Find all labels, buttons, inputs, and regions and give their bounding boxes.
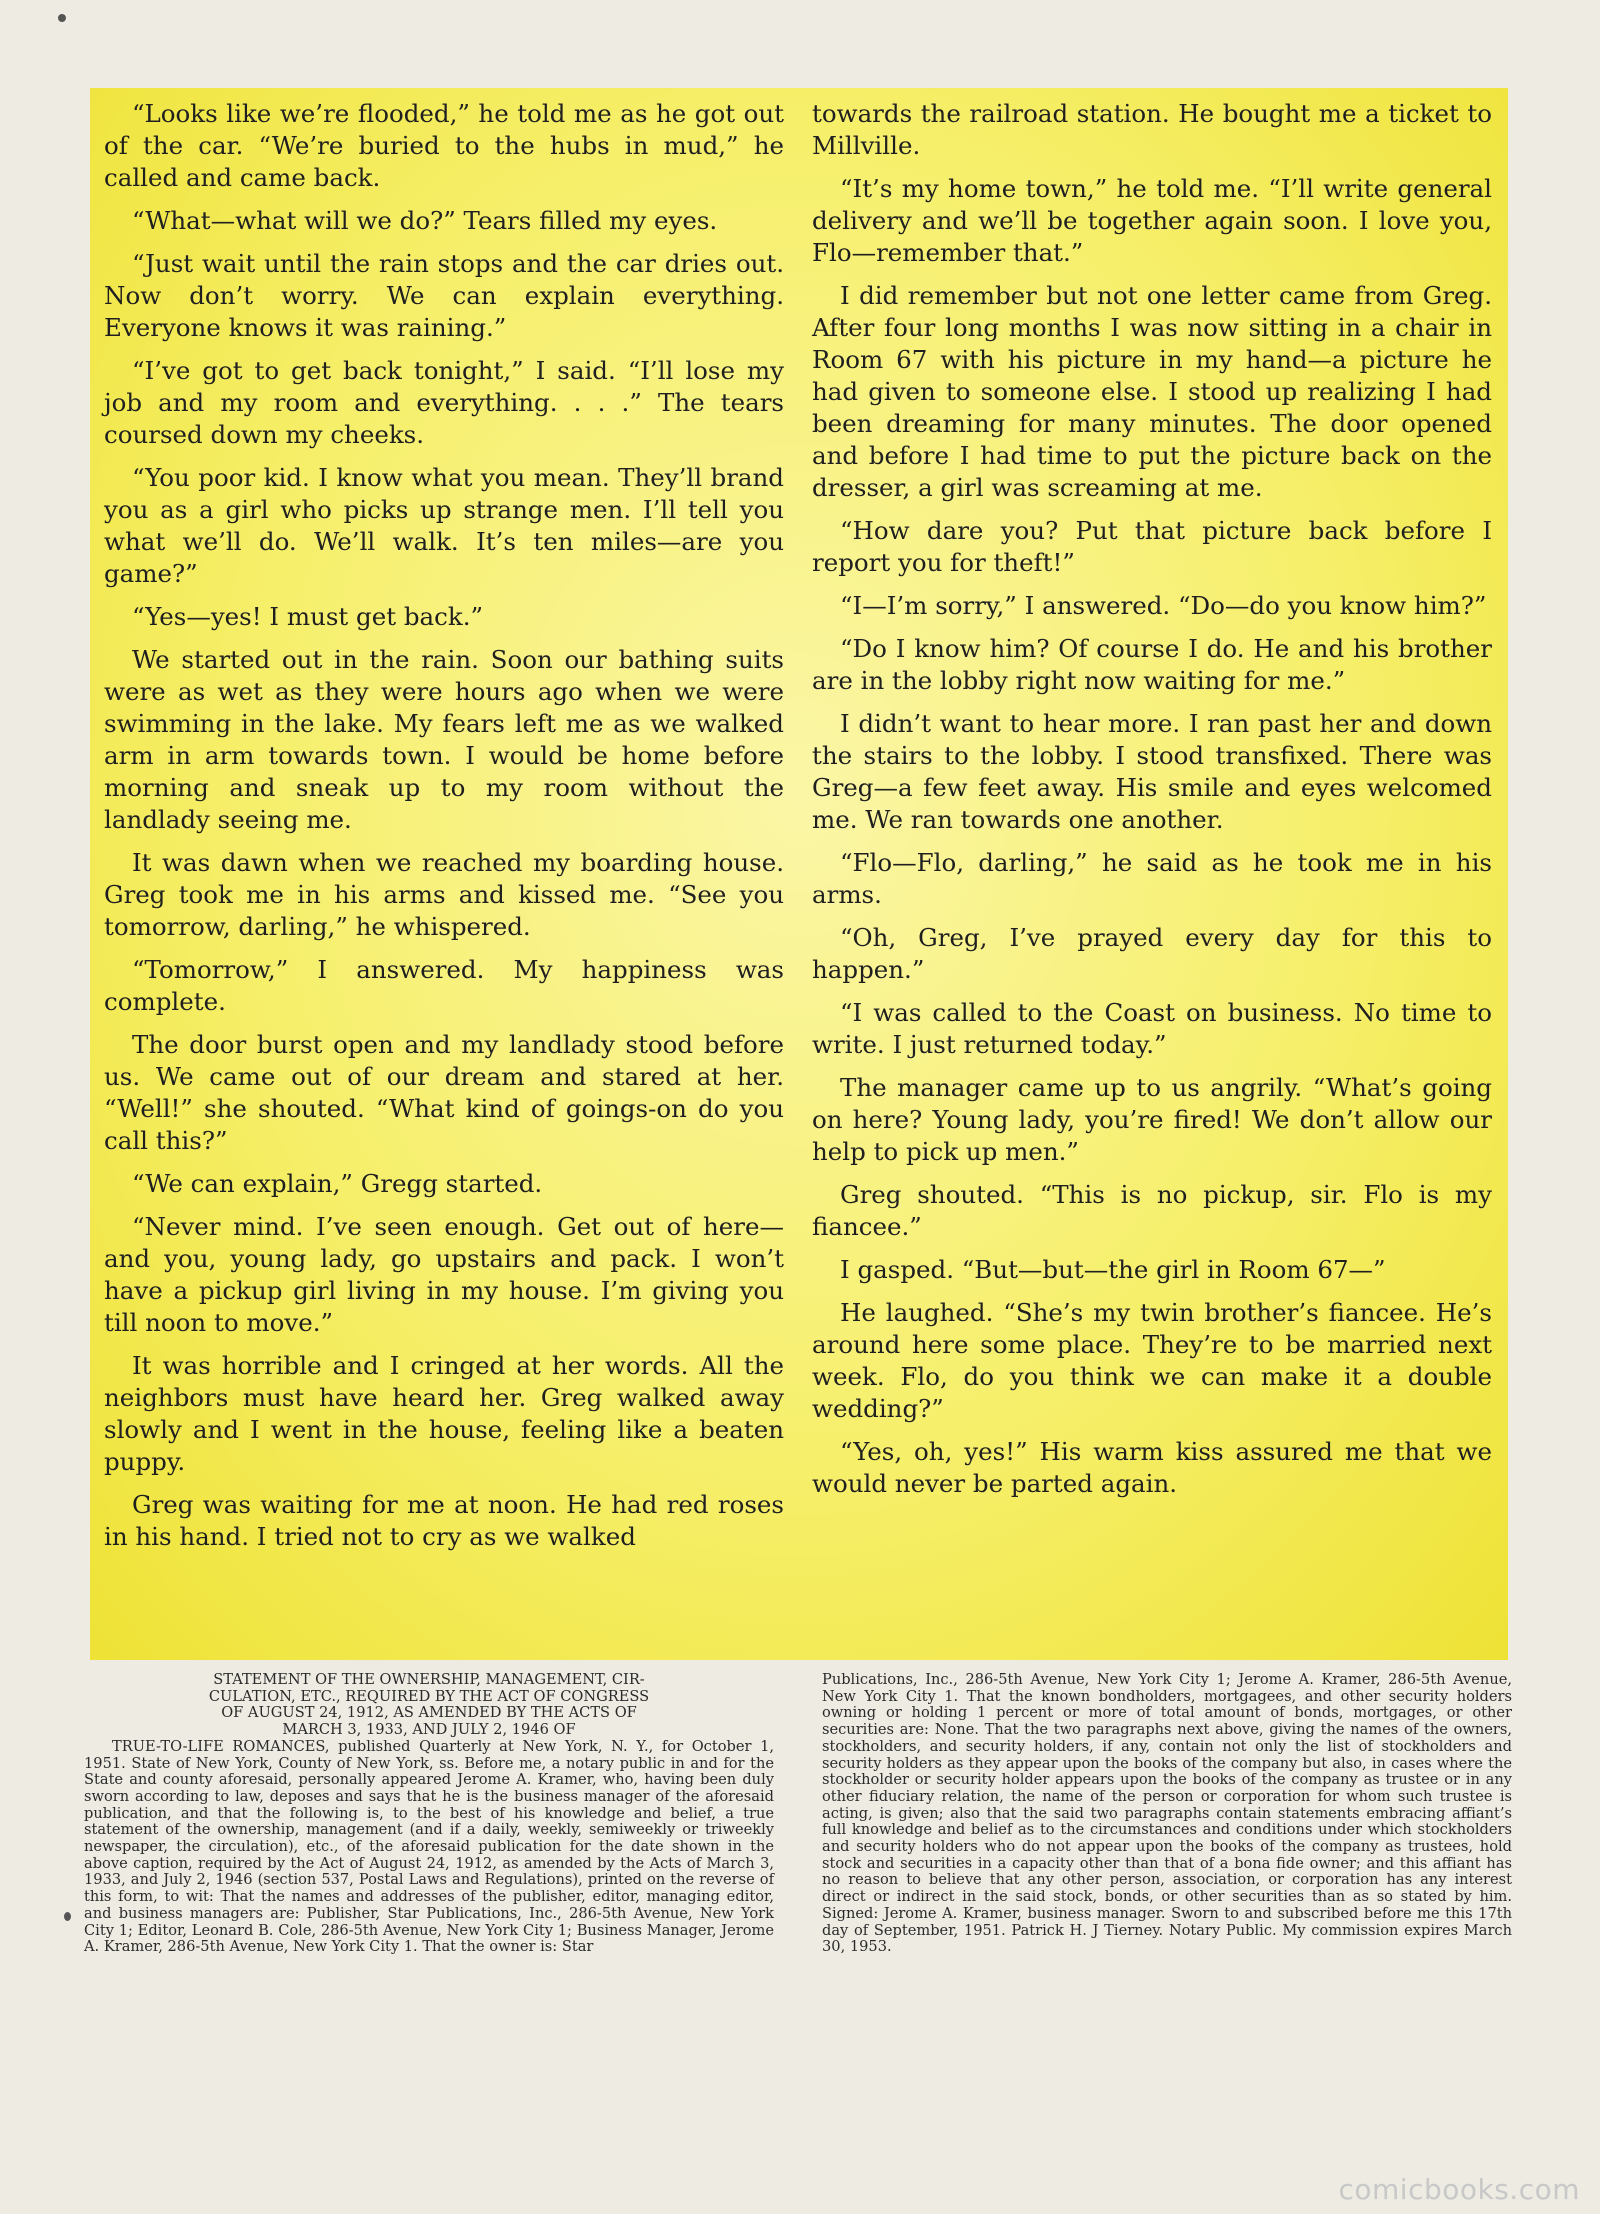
story-paragraph: “What—what will we do?” Tears filled my eyes. — [132, 206, 718, 235]
story-paragraph: “How dare you? Put that picture back before I report you for theft!” — [812, 516, 1492, 577]
story-paragraph: I didn’t want to hear more. I ran past her and down the stairs to the lobby. I stood transfixed. There was Greg—a few feet away. His smile and eyes welcomed me. We ran towards one another. — [812, 709, 1492, 834]
story-paragraph: “Do I know him? Of course I do. He and his brother are in the lobby right now waiting for me.” — [812, 634, 1492, 695]
story-paragraph: “Yes—yes! I must get back.” — [132, 602, 484, 631]
story-paragraph: The door burst open and my landlady stood before us. We came out of our dream and stared at her. “Well!” she shouted. “What kind of goings-on do you call this?” — [104, 1030, 784, 1155]
story-paragraph: “I’ve got to get back tonight,” I said. “I’ll lose my job and my room and everything. . . .” The tears coursed down my cheeks. — [104, 356, 784, 449]
story-paragraph: He laughed. “She’s my twin brother’s fiancee. He’s around here some place. They’re to be married next week. Flo, do you think we can make it a double wedding?” — [812, 1298, 1492, 1423]
story-paragraph: Greg was waiting for me at noon. He had red roses in his hand. I tried not to cry as we walked — [104, 1490, 784, 1551]
story-paragraph-continued: towards the railroad station. He bought me a ticket to Millville. — [812, 99, 1492, 160]
story-paragraph: “It’s my home town,” he told me. “I’ll write general delivery and we’ll be together again soon. I love you, Flo—remember that.” — [812, 174, 1492, 267]
story-paragraph: “Oh, Greg, I’ve prayed every day for this to happen.” — [812, 923, 1492, 984]
story-paragraph: “You poor kid. I know what you mean. They’ll brand you as a girl who picks up strange men. I’ll tell you what we’ll do. We’ll walk. It’s ten miles—are you game?” — [104, 463, 784, 588]
story-paragraph: It was dawn when we reached my boarding house. Greg took me in his arms and kissed me. “See you tomorrow, darling,” he whispered. — [104, 848, 784, 941]
story-paragraph: “Never mind. I’ve seen enough. Get out of here—and you, young lady, go upstairs and pack. I won’t have a pickup girl living in my house. I’m giving you till noon to move.” — [104, 1212, 784, 1337]
story-paragraph: Greg shouted. “This is no pickup, sir. Flo is my fiancee.” — [812, 1180, 1492, 1241]
statement-heading-line: STATEMENT OF THE OWNERSHIP, MANAGEMENT, CIR- — [213, 1671, 645, 1688]
story-paragraph: It was horrible and I cringed at her words. All the neighbors must have heard her. Greg walked away slowly and I went in the house, feeling like a beaten puppy. — [104, 1351, 784, 1476]
story-paragraph: “I—I’m sorry,” I answered. “Do—do you know him?” — [840, 591, 1487, 620]
story-paragraph: The manager came up to us angrily. “What’s going on here? Young lady, you’re fired! We don’t allow our help to pick up men.” — [812, 1073, 1492, 1166]
story-paragraph: “Just wait until the rain stops and the car dries out. Now don’t worry. We can explain everything. Everyone knows it was raining.” — [104, 249, 784, 342]
story-left-column — [104, 98, 784, 1564]
statement-heading-line: MARCH 3, 1933, AND JULY 2, 1946 OF — [282, 1721, 576, 1739]
story-paragraph: “We can explain,” Gregg started. — [132, 1169, 543, 1198]
story-paragraph: “Yes, oh, yes!” His warm kiss assured me that we would never be parted again. — [812, 1437, 1492, 1498]
story-paragraph: I gasped. “But—but—the girl in Room 67—” — [840, 1255, 1386, 1284]
site-watermark: comicbooks.com — [1338, 2173, 1580, 2206]
story-paragraph: “Tomorrow,” I answered. My happiness was complete. — [104, 955, 784, 1016]
ownership-statement-right — [822, 1672, 1512, 1956]
story-paragraph: “Flo—Flo, darling,” he said as he took me in his arms. — [812, 848, 1492, 909]
statement-heading-line: OF AUGUST 24, 1912, AS AMENDED BY THE ACTS OF — [221, 1704, 637, 1722]
story-paragraph: We started out in the rain. Soon our bathing suits were as wet as they were hours ago when we were swimming in the lake. My fears left me as we walked arm in arm towards town. I would be home before morning and sneak up to my room without the landlady seeing me. — [104, 645, 784, 834]
story-paragraph: “Looks like we’re flooded,” he told me as he got out of the car. “We’re buried to the hubs in mud,” he called and came back. — [104, 99, 784, 192]
story-panel — [90, 88, 1508, 1660]
statement-body: TRUE-TO-LIFE ROMANCES, published Quarterly at New York, N. Y., for October 1, 1951. State of New York, County of New York, ss. Before me, a notary public in and for the State and county aforesaid, personally appeared Jerome A. Kramer, who, having been duly sworn according to law, deposes and says that he is the business manager of the aforesaid publication, and that the following is, to the best of his knowledge and belief, a true statement of the ownership, management (and if a daily, weekly, semiweekly or triweekly newspaper, the circulation), etc., of the aforesaid publication for the date shown in the above caption, required by the Act of August 24, 1912, as amended by the Acts of March 3, 1933, and July 2, 1946 (section 537, Postal Laws and Regulations), printed on the reverse of this form, to wit: That the names and addresses of the publisher, editor, managing editor, and business managers are: Publisher, Star Publications, Inc., 286-5th Avenue, New York City 1; Editor, Leonard B. Cole, 286-5th Avenue, New York City 1; Business Manager, Jerome A. Kramer, 286-5th Avenue, New York City 1. That the owner is: Star — [84, 1737, 774, 1956]
story-right-column — [812, 98, 1492, 1511]
print-speck — [58, 14, 66, 22]
print-speck — [64, 1912, 71, 1921]
statement-heading-line: CULATION, ETC., REQUIRED BY THE ACT OF CONGRESS — [208, 1687, 650, 1705]
story-paragraph: “I was called to the Coast on business. No time to write. I just returned today.” — [812, 998, 1492, 1059]
ownership-statement-left — [84, 1672, 774, 1956]
story-paragraph: I did remember but not one letter came from Greg. After four long months I was now sitting in a chair in Room 67 with his picture in my hand—a picture he had given to someone else. I stood up realizing I had been dreaming for many minutes. The door opened and before I had time to put the picture back on the dresser, a girl was screaming at me. — [812, 281, 1492, 502]
statement-body-continued: Publications, Inc., 286-5th Avenue, New York City 1; Jerome A. Kramer, 286-5th Avenue, New York City 1. That the known bondholders, mortgagees, and other security holders owning or holding 1 percent or more of total amount of bonds, mortgages, or other securities are: None. That the two paragraphs next above, giving the names of the owners, stockholders, and security holders, if any, contain not only the list of stockholders and security holders as they appear upon the books of the company but also, in cases where the stockholder or security holder appears upon the books of the company as trustee or in any other fiduciary relation, the name of the person or corporation for whom such trustee is acting, is given; also that the said two paragraphs contain statements embracing affiant’s full knowledge and belief as to the circumstances and conditions under which stockholders and security holders who do not appear upon the books of the company as trustees, hold stock and securities in a capacity other than that of a bona fide owner; and this affiant has no reason to believe that any other person, association, or corporation has any interest direct or indirect in the said stock, bonds, or other securities than as so stated by him. Signed: Jerome A. Kramer, business manager. Sworn to and subscribed before me this 17th day of September, 1951. Patrick H. J Tierney. Notary Public. My commission expires March 30, 1953. — [822, 1671, 1512, 1956]
